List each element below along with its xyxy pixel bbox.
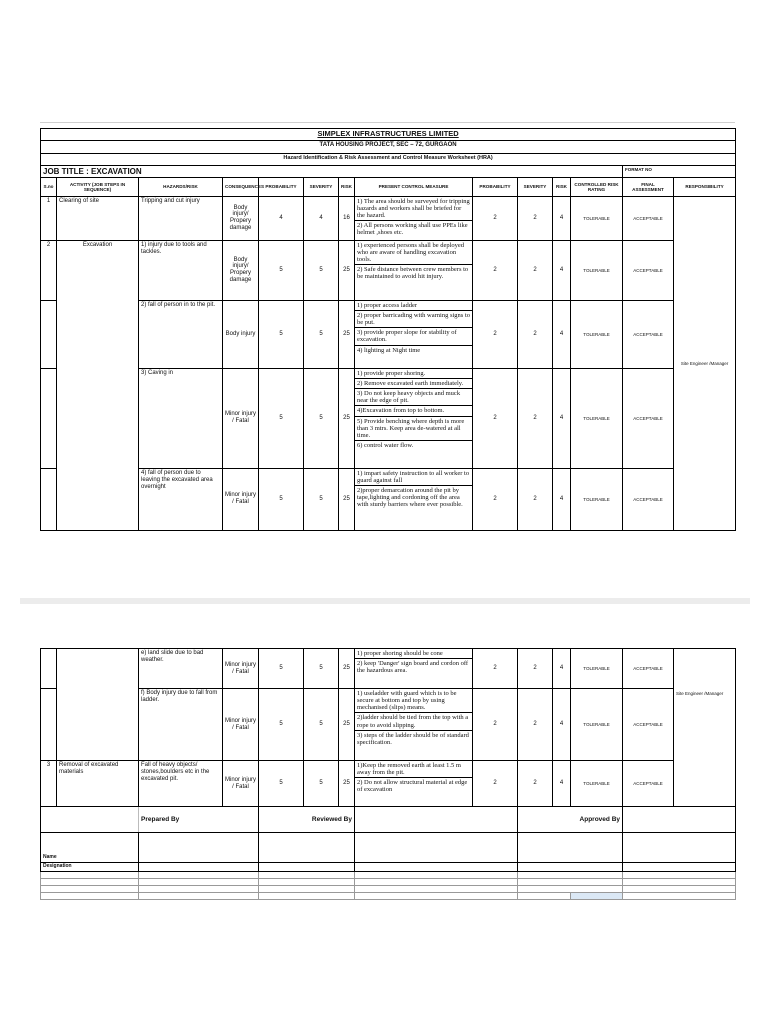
sno-cell xyxy=(41,368,57,468)
project-name: TATA HOUSING PROJECT, SEC – 72, GURGAON xyxy=(41,140,736,153)
table-row xyxy=(41,761,736,807)
sno-cell xyxy=(41,300,57,368)
col-severity: SEVERITY xyxy=(304,177,339,196)
control-measure-item: 2) proper barricading with warning signs to be put. xyxy=(355,311,472,328)
activity-cell xyxy=(57,649,139,761)
company-name: SIMPLEX INFRASTRUCTURES LIMITED xyxy=(41,129,736,141)
hazard-cell: f) Body injury due to fall from ladder. xyxy=(139,689,223,761)
severity-cell: 5 xyxy=(304,761,339,807)
col-responsibility: RESPONSIBILITY xyxy=(674,177,736,196)
activity-cell: Removal of excavated materials xyxy=(57,761,139,807)
col-controlled-rating: CONTROLLED RISK RATING xyxy=(571,177,623,196)
signoff-name-row xyxy=(41,833,736,863)
controlled-rating-cell: TOLERABLE xyxy=(571,689,623,761)
control-measure-cell xyxy=(355,300,473,368)
probability-2-cell: 2 xyxy=(473,240,518,300)
probability-2-cell: 2 xyxy=(473,468,518,530)
risk-cell: 16 xyxy=(339,196,355,240)
format-no: FORMAT NO xyxy=(623,165,736,177)
hazard-cell: 1) injury due to tools and tackles. xyxy=(139,240,223,300)
risk-cell: 25 xyxy=(339,240,355,300)
column-header-row xyxy=(41,177,736,196)
probability-2-cell: 2 xyxy=(473,196,518,240)
col-severity-2: SEVERITY xyxy=(518,177,553,196)
control-measure-item: 1) proper shoring should be cone xyxy=(355,649,472,659)
probability-cell: 5 xyxy=(259,689,304,761)
control-measure-item: 2) All persons working shall use PPEs like helmet ,shoes etc. xyxy=(357,222,468,237)
hazard-cell: Fall of heavy objects/ stones,boulders etc in the excavated pit. xyxy=(139,761,223,807)
sno-cell: 2 xyxy=(41,240,57,300)
control-measure-item: 2) Safe distance between crew members to be maintained to avoid hit injury. xyxy=(357,266,469,281)
final-assessment-cell: ACCEPTABLE xyxy=(623,689,674,761)
control-measure-cell xyxy=(355,368,473,468)
control-measure-item: 3) provide proper slope for stability of excavation. xyxy=(355,328,472,345)
control-measure-item: 5) Provide benching where depth is more than 3 mtrs. Keep area de-watered at all time. xyxy=(355,417,472,441)
consequence-cell: Minor injury / Fatal xyxy=(223,689,259,761)
final-assessment-cell: ACCEPTABLE xyxy=(623,300,674,368)
risk-cell: 25 xyxy=(339,761,355,807)
hazard-cell: e) land slide due to bad weather. xyxy=(139,649,223,689)
consequence-cell: Body injury/ Propery damage xyxy=(223,240,259,300)
hazard-cell: 3) Caving in xyxy=(139,368,223,468)
controlled-rating-cell: TOLERABLE xyxy=(571,468,623,530)
controlled-rating-cell: TOLERABLE xyxy=(571,761,623,807)
activity-cell: Clearing of site xyxy=(57,196,139,240)
responsibility-cell: Site Engineer /Manager xyxy=(674,649,736,807)
table-row xyxy=(41,368,736,468)
reviewed-by-label: Reviewed By xyxy=(259,807,355,833)
consequence-cell: Minor injury / Fatal xyxy=(223,468,259,530)
risk-2-cell: 4 xyxy=(553,468,571,530)
risk-cell: 25 xyxy=(339,468,355,530)
risk-2-cell: 4 xyxy=(553,649,571,689)
risk-2-cell: 4 xyxy=(553,300,571,368)
control-measure-item: 1) experienced persons shall be deployed who are aware of handling excavation tools. xyxy=(355,241,472,265)
risk-2-cell: 4 xyxy=(553,761,571,807)
probability-cell: 4 xyxy=(259,196,304,240)
controlled-rating-cell: TOLERABLE xyxy=(571,196,623,240)
control-measure-item: 2) Remove excavated earth immediately. xyxy=(355,379,472,389)
signoff-designation-row xyxy=(41,863,736,872)
final-assessment-cell: ACCEPTABLE xyxy=(623,240,674,300)
controlled-rating-cell: TOLERABLE xyxy=(571,649,623,689)
severity-2-cell: 2 xyxy=(518,689,553,761)
control-measure-cell xyxy=(355,689,473,761)
responsibility-cell: Site Engineer /Manager xyxy=(674,196,736,530)
risk-cell: 25 xyxy=(339,368,355,468)
name-label: Name xyxy=(41,833,139,863)
control-measure-cell xyxy=(355,468,473,530)
signoff-row xyxy=(41,807,736,833)
control-measure-item: 3) steps of the ladder should be of standard specification. xyxy=(357,731,469,746)
control-measure-item: 1) useladder with guard which is to be secure at bottom and top by using mechanised (slips) means. xyxy=(355,689,472,713)
control-measure-cell xyxy=(355,649,473,689)
probability-2-cell: 2 xyxy=(473,761,518,807)
probability-cell: 5 xyxy=(259,468,304,530)
risk-cell: 25 xyxy=(339,300,355,368)
control-measure-item: 4) lighting at Night time xyxy=(357,346,421,354)
probability-2-cell: 2 xyxy=(473,649,518,689)
severity-cell: 5 xyxy=(304,649,339,689)
col-risk-2: RISK xyxy=(553,177,571,196)
control-measure-item: 1) provide proper shoring. xyxy=(355,369,472,379)
severity-cell: 5 xyxy=(304,368,339,468)
table-row xyxy=(41,240,736,300)
controlled-rating-cell: TOLERABLE xyxy=(571,300,623,368)
sno-cell: 3 xyxy=(41,761,57,807)
col-consequences: CONSEQUENCES xyxy=(223,177,259,196)
probability-cell: 5 xyxy=(259,649,304,689)
control-measure-item: 3) Do not keep heavy objects and muck near the edge of pit. xyxy=(355,389,472,406)
worksheet-page-2 xyxy=(40,648,735,900)
severity-2-cell: 2 xyxy=(518,761,553,807)
page-separator xyxy=(20,598,750,604)
worksheet-title: Hazard Identification & Risk Assessment and Control Measure Worksheet (HRA) xyxy=(41,153,736,165)
controlled-rating-cell: TOLERABLE xyxy=(571,368,623,468)
col-control-measure: PRESENT CONTROL MEASURE xyxy=(355,177,473,196)
risk-cell: 25 xyxy=(339,649,355,689)
designation-label: Designation xyxy=(41,863,139,872)
control-measure-item: 2) Do not allow structural material at edge of excavation xyxy=(357,779,468,794)
col-probability-2: PROBABILITY xyxy=(473,177,518,196)
consequence-cell: Body injury/ Propery damage xyxy=(223,196,259,240)
table-row xyxy=(41,300,736,368)
blank-row xyxy=(41,872,736,879)
control-measure-item: 2)ladder should be tied from the top with a rope to avoid slipping. xyxy=(355,713,472,730)
controlled-rating-cell: TOLERABLE xyxy=(571,240,623,300)
table-row xyxy=(41,468,736,530)
control-measure-cell xyxy=(355,240,473,300)
blank-row xyxy=(41,879,736,886)
sno-cell xyxy=(41,689,57,761)
probability-2-cell: 2 xyxy=(473,368,518,468)
hazard-cell: 4) fall of person due to leaving the excavated area overnight xyxy=(139,468,223,530)
table-row xyxy=(41,689,736,761)
final-assessment-cell: ACCEPTABLE xyxy=(623,468,674,530)
control-measure-cell xyxy=(355,196,473,240)
probability-cell: 5 xyxy=(259,368,304,468)
probability-2-cell: 2 xyxy=(473,689,518,761)
risk-2-cell: 4 xyxy=(553,689,571,761)
severity-cell: 5 xyxy=(304,240,339,300)
control-measure-cell xyxy=(355,761,473,807)
control-measure-item: 1)Keep the removed earth at least 1.5 m away from the pit. xyxy=(355,761,472,778)
sno-cell xyxy=(41,468,57,530)
severity-cell: 5 xyxy=(304,689,339,761)
hra-table-page-1 xyxy=(40,128,736,531)
probability-cell: 5 xyxy=(259,300,304,368)
hra-table-page-2 xyxy=(40,648,736,900)
sno-cell: 1 xyxy=(41,196,57,240)
activity-cell: Excavation xyxy=(57,240,139,530)
final-assessment-cell: ACCEPTABLE xyxy=(623,368,674,468)
severity-2-cell: 2 xyxy=(518,468,553,530)
control-measure-item: 4)Excavation from top to bottom. xyxy=(355,406,472,416)
consequence-cell: Body injury xyxy=(223,300,259,368)
severity-cell: 5 xyxy=(304,300,339,368)
table-row xyxy=(41,649,736,689)
probability-cell: 5 xyxy=(259,761,304,807)
final-assessment-cell: ACCEPTABLE xyxy=(623,649,674,689)
col-activity: ACTIVITY (JOB STEPS IN SEQUENCE) xyxy=(57,177,139,196)
severity-2-cell: 2 xyxy=(518,368,553,468)
severity-cell: 5 xyxy=(304,468,339,530)
blank-row xyxy=(41,893,736,900)
table-row xyxy=(41,196,736,240)
risk-2-cell: 4 xyxy=(553,196,571,240)
control-measure-item: 1) impart safety instruction to all worker to guard against fall xyxy=(355,469,472,486)
consequence-cell: Minor injury / Fatal xyxy=(223,368,259,468)
col-sno: S.no xyxy=(41,177,57,196)
consequence-cell: Minor injury / Fatal xyxy=(223,649,259,689)
hazard-cell: Tripping and cut injury xyxy=(139,196,223,240)
col-risk: RISK xyxy=(339,177,355,196)
approved-by-label: Approved By xyxy=(518,807,623,833)
hazard-cell: 2) fall of person in to the pit. xyxy=(139,300,223,368)
worksheet-page-1 xyxy=(40,128,735,531)
job-title: JOB TITLE : EXCAVATION xyxy=(41,165,623,177)
consequence-cell: Minor injury / Fatal xyxy=(223,761,259,807)
severity-2-cell: 2 xyxy=(518,300,553,368)
col-hazard: HAZARDS/RISK xyxy=(139,177,223,196)
col-final-assessment: FINAL ASSESSMENT xyxy=(623,177,674,196)
severity-2-cell: 2 xyxy=(518,649,553,689)
sno-cell xyxy=(41,649,57,689)
control-measure-item: 6) control water flow. xyxy=(357,441,414,449)
col-probability: PROBABILITY xyxy=(259,177,304,196)
probability-cell: 5 xyxy=(259,240,304,300)
risk-cell: 25 xyxy=(339,689,355,761)
probability-2-cell: 2 xyxy=(473,300,518,368)
control-measure-item: 1) The area should be surveyed for tripping hazards and workers shall be briefed for the hazard. xyxy=(355,197,472,221)
control-measure-item: 2) keep 'Danger' sign board and cordon off the hazardous area. xyxy=(357,660,469,675)
severity-2-cell: 2 xyxy=(518,240,553,300)
blank-row xyxy=(41,886,736,893)
severity-cell: 4 xyxy=(304,196,339,240)
control-measure-item: 2)proper demarcation around the pit by tape,lighting and cordoning off the area with sturdy barriers where ever possible. xyxy=(357,487,463,509)
final-assessment-cell: ACCEPTABLE xyxy=(623,761,674,807)
risk-2-cell: 4 xyxy=(553,240,571,300)
prepared-by-label: Prepared By xyxy=(139,807,259,833)
control-measure-item: 1) proper access ladder xyxy=(355,301,472,311)
final-assessment-cell: ACCEPTABLE xyxy=(623,196,674,240)
risk-2-cell: 4 xyxy=(553,368,571,468)
severity-2-cell: 2 xyxy=(518,196,553,240)
